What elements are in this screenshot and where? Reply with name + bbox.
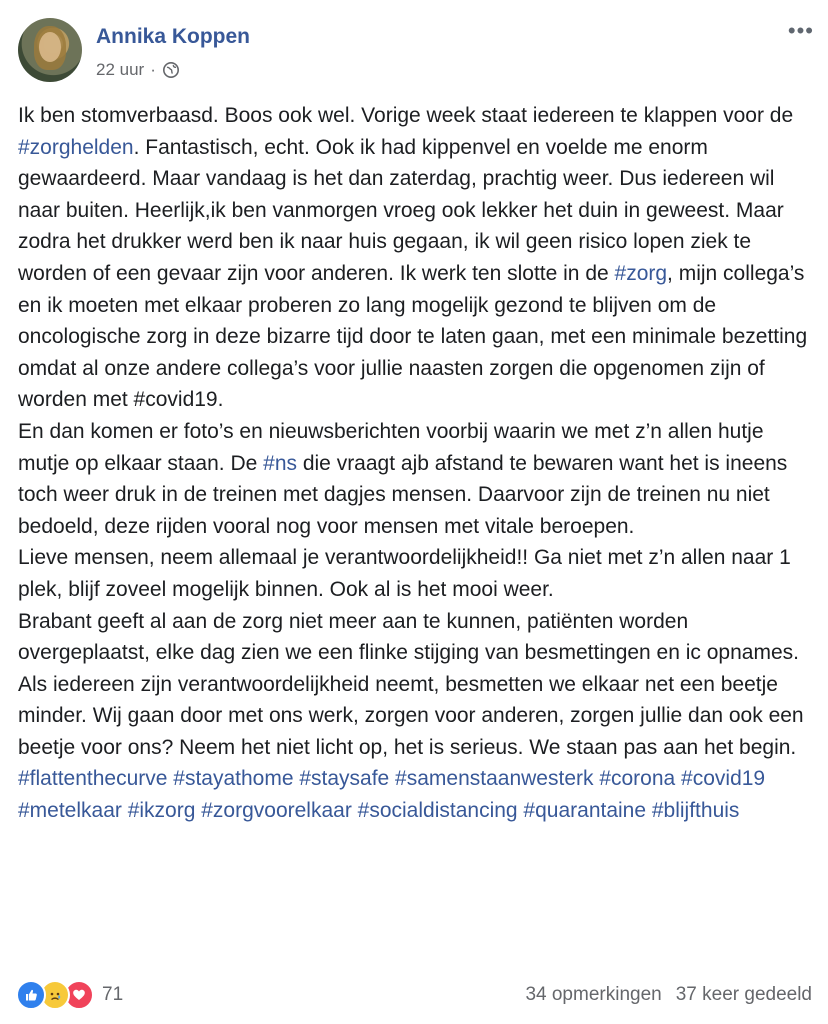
avatar[interactable] — [18, 18, 82, 82]
more-options-icon[interactable]: ••• — [787, 18, 814, 43]
hashtag-link[interactable]: #zorg — [614, 261, 668, 285]
engagement-stats — [525, 984, 812, 1006]
post-text-segment: Brabant geeft al aan de zorg niet meer aan te kunnen, patiënten worden overgeplaatst, elke dag zien we een flinke stijging van besmettingen en ic opnames. Als iedereen zijn verantwoordelijkheid neemt, besmetten we elkaar net een beetje minder. Wij gaan door met ons werk, zorgen voor anderen, zorgen jullie dan ook een beetje voor ons? Neem het niet licht op, het is serieus. We staan pas aan het begin. — [18, 609, 810, 759]
post-text-segment: . Fantastisch, echt. Ook ik had kippenvel en voelde me enorm gewaardeerd. Maar vandaag is het dan zaterdag, prachtig weer. Dus iedereen wil naar buiten. Heerlijk,ik ben vanmorgen vroeg ook lekker het duin in geweest. Maar zodra het drukker werd ben ik naar huis gegaan, ik wil geen risico lopen ziek te worden of een gevaar zijn voor anderen. Ik werk ten slotte in de — [18, 135, 790, 285]
post-text-segment: Ik ben stomverbaasd. Boos ook wel. Vorige week staat iedereen te klappen voor de — [18, 104, 799, 127]
post-text-segment: En dan komen er foto’s en nieuwsberichten voorbij waarin we met z’n allen hutje mutje op elkaar staan. De — [18, 419, 770, 475]
post-footer — [16, 978, 812, 1012]
post-text — [18, 100, 814, 827]
meta-separator: · — [150, 60, 156, 79]
author-name[interactable]: Annika Koppen — [96, 25, 251, 48]
hashtag-link[interactable]: #flattenthecurve #stayathome #staysafe #samenstaanwesterk #corona #covid19 #metelkaar #ikzorg #zorgvoorelkaar #socialdistancing #quarantaine #blijfthuis — [18, 767, 771, 823]
hashtag-link[interactable]: #ns — [263, 451, 297, 475]
shares-count[interactable]: 37 keer gedeeld — [675, 984, 812, 1005]
reaction-count[interactable]: 71 — [102, 984, 124, 1005]
hashtag-link[interactable]: #zorghelden — [18, 135, 134, 159]
post-meta — [96, 60, 180, 80]
post-timestamp[interactable]: 22 uur — [96, 60, 145, 79]
post-text-segment: Lieve mensen, neem allemaal je verantwoordelijkheid!! Ga niet met z’n allen naar 1 plek, blijf zoveel mogelijk binnen. Ook al is het mooi weer. — [18, 546, 797, 601]
globe-icon[interactable] — [162, 61, 180, 79]
like-icon — [16, 980, 46, 1010]
avatar-face — [39, 32, 61, 62]
reactions-summary[interactable] — [16, 980, 123, 1010]
comments-count[interactable]: 34 opmerkingen — [525, 984, 662, 1005]
post-text-segment: , mijn collega’s en ik moeten met elkaar proberen zo lang mogelijk gezond te blijven om de oncologische zorg in deze bizarre tijd door te laten gaan, met een minimale bezetting omdat al onze andere collega’s voor jullie naasten zorgen die opgenomen zijn of worden met #covid19. — [18, 261, 813, 412]
post-text-segment: die vraagt ajb afstand te bewaren want het is ineens toch weer druk in de treinen met dagjes mensen. Daarvoor zijn de treinen nu niet bedoeld, deze rijden vooral nog voor mensen met vitale beroepen. — [18, 451, 794, 538]
